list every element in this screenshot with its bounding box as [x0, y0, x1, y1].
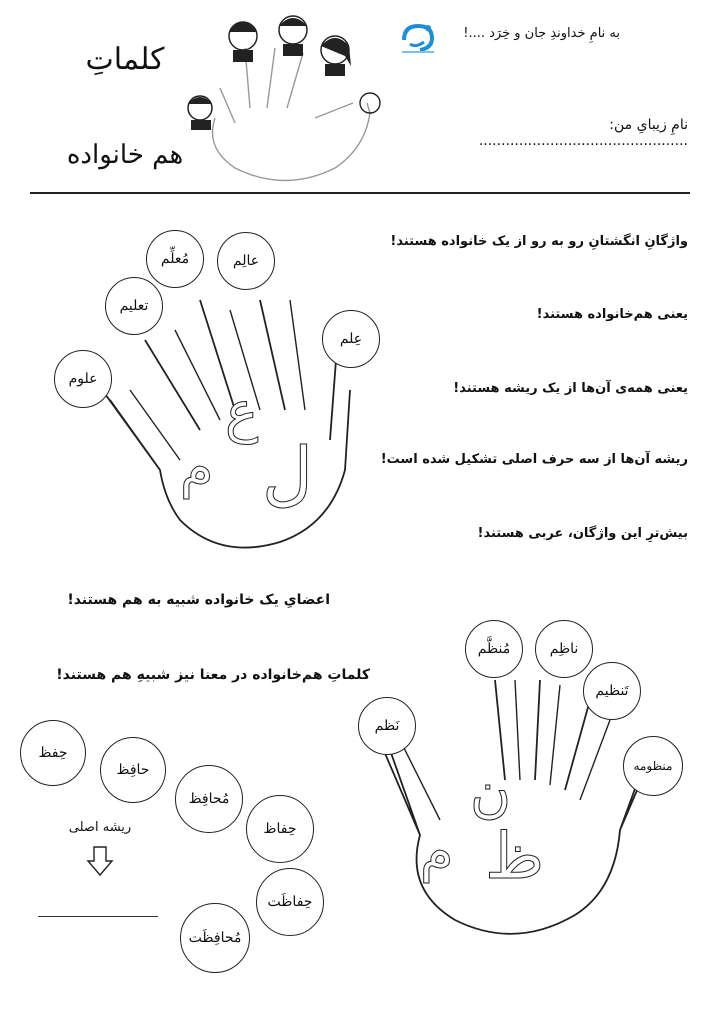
statement-1: واژگانِ انگشتانِ رو به رو از یک خانواده هستند!: [390, 234, 688, 249]
statement-3: یعنی همه‌ی آن‌ها از یک ریشه هستند!: [453, 381, 688, 396]
root-letter-mim: م: [180, 436, 214, 499]
finger-word-alem: عالِم: [217, 232, 275, 290]
root-answer-line[interactable]: [38, 916, 158, 917]
root-letter-za: ظ: [485, 820, 545, 894]
title-kalamat: کلماتِ: [85, 42, 165, 77]
family-hand-illustration: [175, 8, 390, 188]
student-name-field[interactable]: نامِ زیبایِ من: ...............................................: [478, 117, 688, 149]
root-letter-mim-2: م: [420, 820, 454, 883]
family-word-hefazat: حِفاظَت: [256, 868, 324, 936]
finger-word-talim: تعلیم: [105, 277, 163, 335]
family-word-mohafezat: مُحافِظَت: [180, 903, 250, 973]
down-arrow-icon: [86, 845, 114, 877]
root-label: ریشه اصلی: [68, 820, 132, 835]
title-ham-khanevade: هم خانواده: [66, 140, 184, 170]
finger-word-oloom: علوم: [54, 350, 112, 408]
root-letter-noon: ن: [470, 760, 512, 825]
ghajar-logo-icon: [398, 18, 440, 56]
header-divider: [30, 192, 690, 194]
finger-word-nazem: ناظِم: [535, 620, 593, 678]
family-word-hefaz: حِفاظ: [246, 795, 314, 863]
root-letter-lam: ل: [262, 432, 313, 514]
root-letter-ain: ع: [225, 380, 259, 445]
finger-word-monazzam: مُنظَّم: [465, 620, 523, 678]
family-line-2: کلماتِ هم‌خانواده در معنا نیز شبیهِ هم هستند!: [56, 667, 370, 683]
bismillah-text: به نامِ خداوندِ جان و خِرَد ....!: [463, 26, 620, 41]
family-word-mohafez: مُحافِظ: [175, 765, 243, 833]
finger-word-manzoome: منظومه: [623, 736, 683, 796]
family-line-1: اعضایِ یک خانواده شبیه به هم هستند!: [67, 592, 330, 608]
statement-2: یعنی هم‌خانواده هستند!: [536, 307, 688, 322]
statement-5: بیش‌ترِ این واژگان، عربی هستند!: [477, 526, 688, 541]
finger-word-nazm: نَظم: [358, 697, 416, 755]
finger-word-elm: عِلم: [322, 310, 380, 368]
finger-word-tanzim: تَنظیم: [583, 662, 641, 720]
family-word-hafez: حافِظ: [100, 737, 166, 803]
hand-outline-1: [50, 270, 370, 570]
family-word-hefz: حِفظ: [20, 720, 86, 786]
finger-word-moallem: مُعلِّم: [146, 230, 204, 288]
statement-4: ریشه آن‌ها از سه حرف اصلی تشکیل شده است!: [380, 452, 688, 467]
